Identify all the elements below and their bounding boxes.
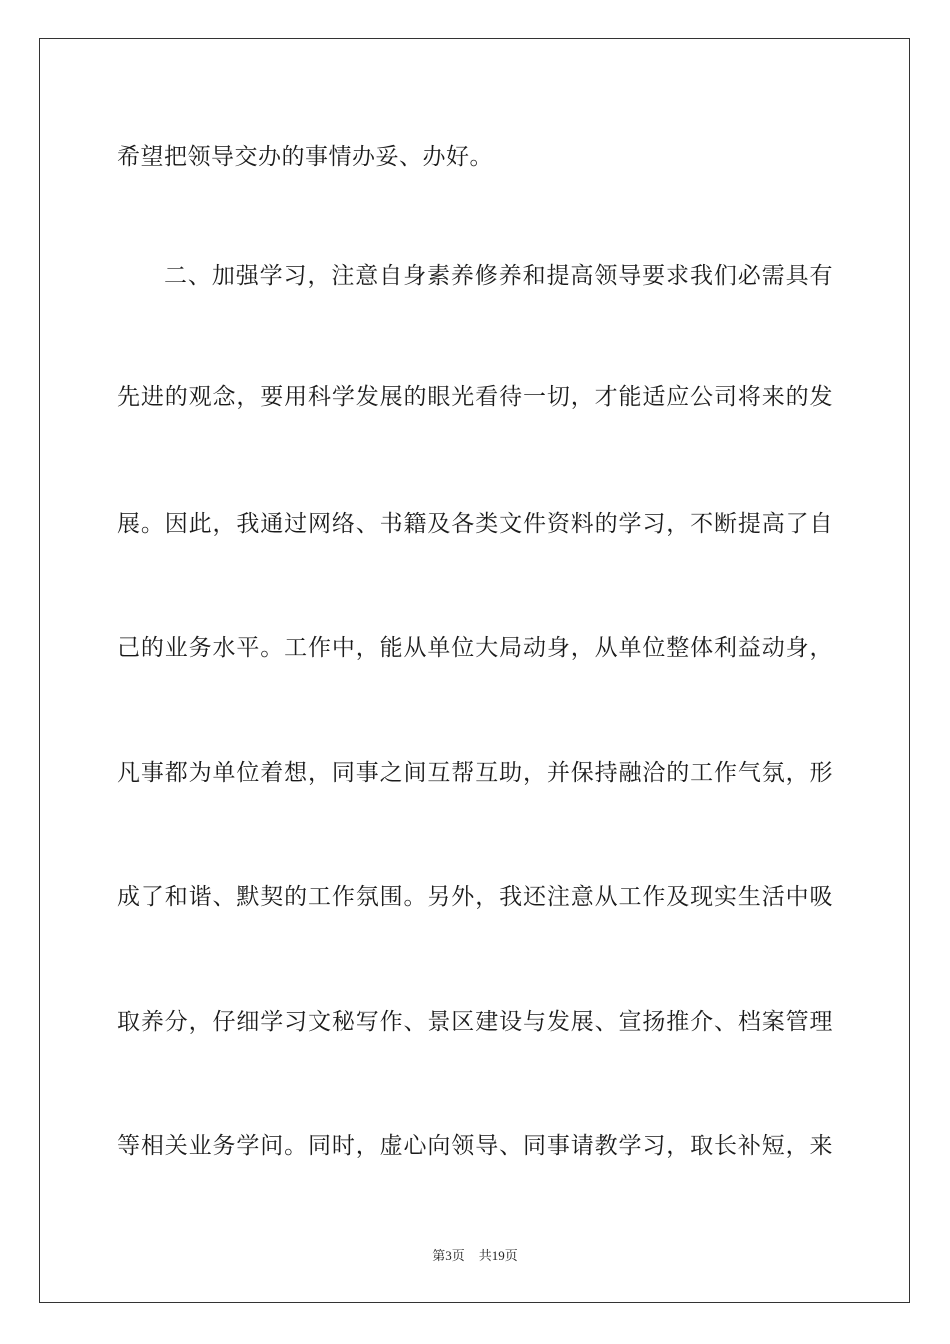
- paragraph-line-3: 先进的观念，要用科学发展的眼光看待一切，才能适应公司将来的发: [117, 384, 833, 410]
- page-number: 第3页: [432, 1248, 465, 1263]
- paragraph-line-1: 希望把领导交办的事情办妥、办好。: [117, 144, 493, 170]
- paragraph-line-9: 等相关业务学问。同时，虚心向领导、同事请教学习，取长补短，来: [117, 1133, 833, 1159]
- page-footer: [0, 1247, 950, 1265]
- paragraph-line-2: 二、加强学习，注意自身素养修养和提高领导要求我们必需具有: [164, 263, 833, 289]
- page-border: [39, 38, 910, 1303]
- paragraph-line-5: 己的业务水平。工作中，能从单位大局动身，从单位整体利益动身，: [117, 635, 833, 661]
- paragraph-line-7: 成了和谐、默契的工作氛围。另外，我还注意从工作及现实生活中吸: [117, 884, 833, 910]
- page-total: 共19页: [478, 1248, 518, 1263]
- paragraph-line-6: 凡事都为单位着想，同事之间互帮互助，并保持融洽的工作气氛，形: [117, 760, 833, 786]
- paragraph-line-4: 展。因此，我通过网络、书籍及各类文件资料的学习，不断提高了自: [117, 511, 833, 537]
- paragraph-line-8: 取养分，仔细学习文秘写作、景区建设与发展、宣扬推介、档案管理: [117, 1009, 833, 1035]
